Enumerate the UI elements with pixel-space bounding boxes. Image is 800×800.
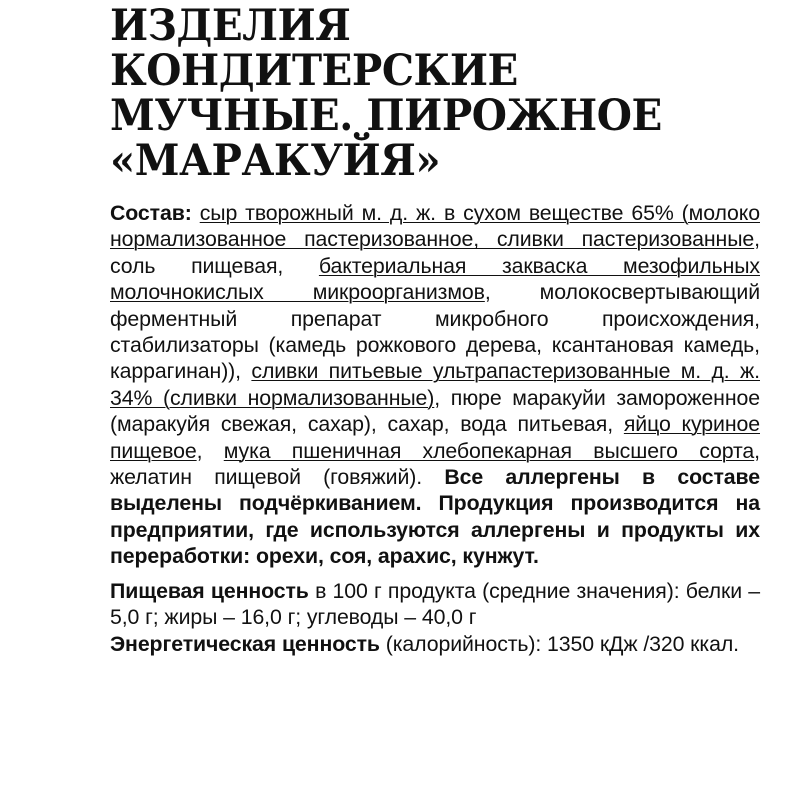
composition-text-5: , желатин пищевой (говяжий). [110,438,760,490]
composition-text-3: , пюре маракуйи замороженное (маракуйя свежая, сахар), сахар, вода питьевая, [110,385,760,437]
energy-text: (калорийность): 1350 кДж /320 ккал. [379,631,739,656]
energy-label: Энергетическая ценность [110,631,380,656]
allergen-note: Все аллергены в составе выделены подчёркиванием. Продукция производится на предприятии, где используются аллергены и продукты их переработки: орехи, соя, арахис, кунжут. [110,465,760,569]
composition-block [110,200,760,570]
nutrition-label: Пищевая ценность [110,578,309,603]
composition-text-2: , молокосвертывающий ферментный препарат микробного происхождения, стабилизаторы (камедь рожкового дерева, ксантановая камедь, каррагинан)), [110,280,760,384]
ingredient-cheese: сыр творожный м. д. ж. в сухом веществе 65% (молоко нормализованное пастеризованное, сливки пастеризованные [110,201,760,252]
product-title [110,1,721,186]
ingredient-starter: бактериальная закваска мезофильных молочнокислых микроорганизмов [110,253,760,305]
title-line-4: «МАРАКУЙЯ» [110,136,441,186]
title-line-1: ИЗДЕЛИЯ [110,1,351,51]
composition-label: Состав: [110,201,192,225]
nutrition-block [110,578,760,657]
ingredient-egg: яйцо куриное пищевое [110,412,760,463]
composition-text-4: , [196,438,224,463]
ingredient-cream: сливки питьевые ультрапастеризованные м. д. ж. 34% (сливки нормализованные) [110,359,760,410]
ingredient-flour: мука пшеничная хлебопекарная высшего сорта [223,438,755,463]
title-line-2: КОНДИТЕРСКИЕ [110,46,518,96]
title-line-3: МУЧНЫЕ. ПИРОЖНОЕ [110,91,662,141]
composition-text-1: , соль пищевая, [110,227,760,278]
nutrition-text: в 100 г продукта (средние значения): белки – 5,0 г; жиры – 16,0 г; углеводы – 40,0 г [110,578,760,630]
composition-space [192,201,200,225]
